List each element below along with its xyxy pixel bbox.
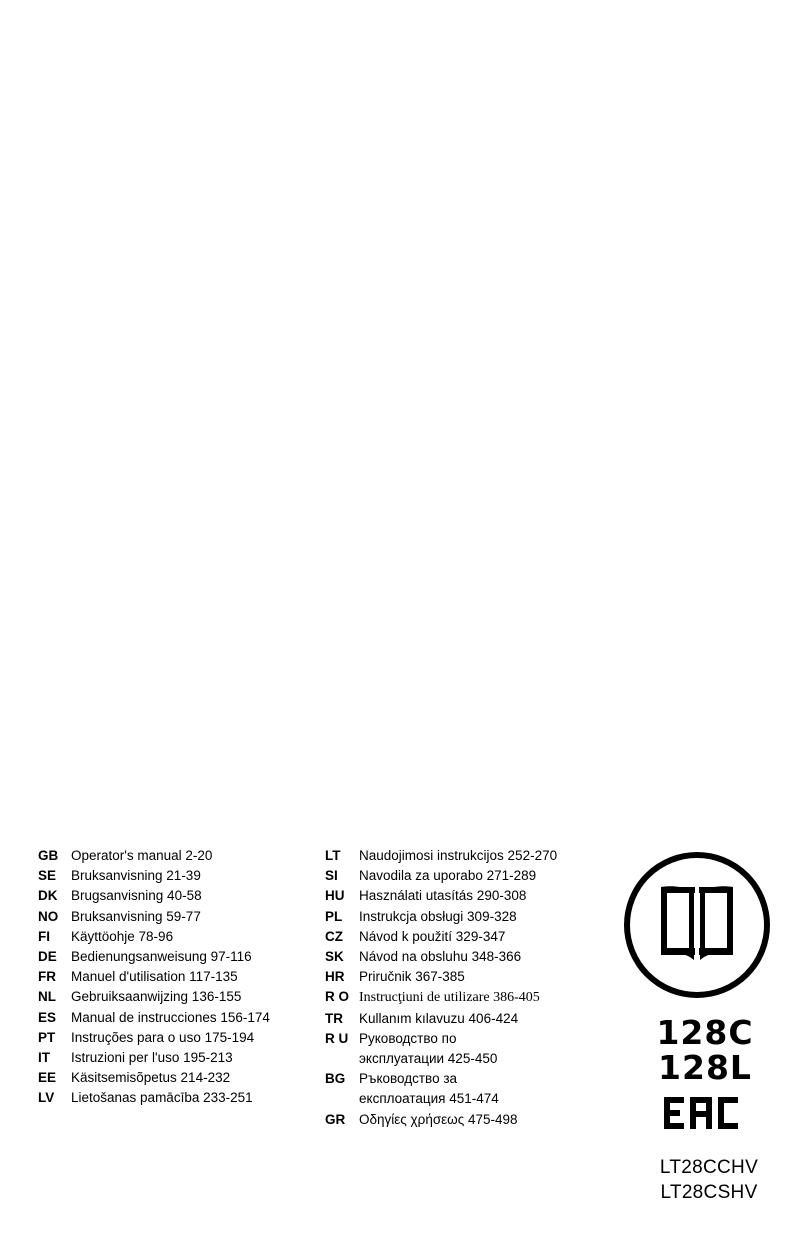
language-code: TR — [325, 1010, 343, 1026]
language-row — [325, 1009, 595, 1029]
language-code: PT — [38, 1029, 56, 1045]
language-title: Instruções para o uso 175-194 — [71, 1029, 255, 1045]
language-code: SI — [325, 868, 338, 884]
language-title: Manual de instrucciones 156-174 — [71, 1009, 270, 1025]
language-row — [38, 1028, 318, 1048]
language-title: Instrucţiuni de utilizare 386-405 — [359, 990, 540, 1006]
language-code: SE — [38, 868, 57, 884]
language-row — [38, 1008, 318, 1028]
language-title: Käsitsemisõpetus 214-232 — [71, 1070, 231, 1086]
language-row — [38, 1048, 318, 1068]
model-number: 128L — [658, 1048, 752, 1087]
language-title: Navodila za uporabo 271-289 — [359, 868, 537, 884]
language-title: Operator's manual 2-20 — [71, 848, 213, 863]
language-row — [325, 987, 595, 1008]
language-code: HR — [325, 969, 345, 985]
language-row — [38, 846, 318, 866]
language-row — [38, 947, 318, 967]
language-row — [325, 947, 595, 967]
language-code: NO — [38, 908, 59, 924]
language-title: Lietošanas pamācība 233-251 — [71, 1090, 253, 1106]
language-row — [38, 1088, 318, 1108]
language-title: Instrukcja obsługi 309-328 — [359, 908, 517, 924]
language-code: HU — [325, 888, 345, 904]
product-code: LT28CSHV — [660, 1182, 758, 1203]
language-title: Bruksanvisning 21-39 — [71, 868, 201, 884]
language-title: Návod na obsluhu 348-366 — [359, 949, 522, 965]
language-code: ES — [38, 1009, 57, 1025]
language-row — [325, 846, 595, 866]
language-code: EE — [38, 1070, 57, 1086]
language-code: BG — [325, 1071, 346, 1087]
language-row — [325, 1029, 595, 1049]
language-title: Návod k použití 329-347 — [359, 928, 506, 944]
language-code: LV — [38, 1090, 55, 1106]
language-row — [325, 967, 595, 987]
language-title: Brugsanvisning 40-58 — [71, 888, 202, 904]
language-row — [325, 866, 595, 886]
language-row — [38, 987, 318, 1007]
language-code: SK — [325, 949, 344, 965]
language-row — [38, 927, 318, 947]
language-row — [38, 907, 318, 927]
language-title: Naudojimosi instrukcijos 252-270 — [359, 848, 558, 863]
language-code: DK — [38, 888, 58, 904]
language-title-continuation: експлоатация 451-474 — [359, 1091, 499, 1107]
language-row — [325, 886, 595, 906]
language-row — [325, 1110, 595, 1130]
model-number: 128C — [656, 1013, 754, 1052]
language-code: FR — [38, 969, 56, 985]
language-title: Ръководство за — [359, 1071, 458, 1087]
language-index-right-column — [325, 846, 595, 1130]
language-code: FI — [38, 928, 50, 944]
language-title: Bruksanvisning 59-77 — [71, 908, 201, 924]
language-code: R U — [325, 1030, 349, 1046]
product-code: LT28CCHV — [659, 1157, 759, 1178]
language-row — [38, 967, 318, 987]
eac-certification-icon — [662, 1095, 740, 1131]
language-title: Bedienungsanweisung 97-116 — [71, 949, 252, 965]
language-title: Gebruiksaanwijzing 136-155 — [71, 989, 242, 1005]
language-row — [325, 1069, 595, 1089]
language-title: Manuel d'utilisation 117-135 — [71, 969, 238, 985]
model-number-list — [629, 1015, 781, 1085]
language-title: Priručnik 367-385 — [359, 969, 465, 985]
language-code: NL — [38, 989, 56, 1005]
language-code: GB — [38, 848, 59, 863]
language-title: Руководство по — [359, 1030, 457, 1046]
language-title-continuation: эксплуатации 425-450 — [359, 1051, 498, 1067]
language-row — [38, 886, 318, 906]
language-index-left-column — [38, 846, 318, 1109]
product-code-list — [629, 1155, 789, 1205]
language-row — [325, 927, 595, 947]
language-code: GR — [325, 1111, 346, 1127]
language-code: CZ — [325, 928, 343, 944]
language-code: PL — [325, 908, 343, 924]
language-code: LT — [325, 848, 341, 863]
language-title: Használati utasítás 290-308 — [359, 888, 527, 904]
language-title: Istruzioni per l'uso 195-213 — [71, 1050, 233, 1066]
language-code: DE — [38, 949, 57, 965]
language-row — [38, 1068, 318, 1088]
open-book-icon — [621, 849, 773, 1001]
language-title: Οδηγίες χρήσεως 475-498 — [359, 1111, 518, 1127]
language-row — [325, 907, 595, 927]
language-row — [38, 866, 318, 886]
language-title: Kullanım kılavuzu 406-424 — [359, 1010, 519, 1026]
language-code: R O — [325, 989, 350, 1005]
language-title: Käyttöohje 78-96 — [71, 928, 174, 944]
language-code: IT — [38, 1050, 50, 1066]
